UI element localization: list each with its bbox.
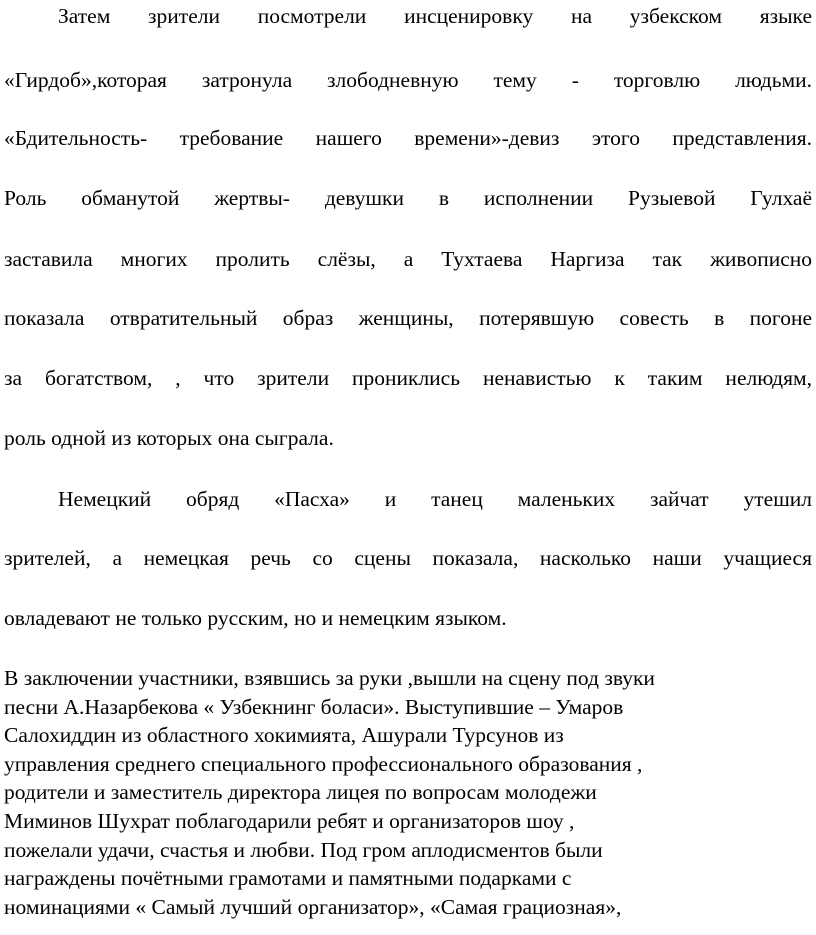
- text-line: родители и заместитель директора лицея по вопросам молодежи: [4, 780, 597, 805]
- text-line: «Гирдоб»,которая затронула злободневную тему - торговлю людьми.: [4, 68, 812, 92]
- text-line: «Бдительность- требование нашего времени»-девиз этого представления.: [4, 126, 812, 150]
- text-line: Миминов Шухрат поблагодарили ребят и организаторов шоу ,: [4, 808, 575, 833]
- text-line: пожелали удачи, счастья и любви. Под гром аплодисментов были: [4, 837, 603, 862]
- text-line: управления среднего специального профессионального образования ,: [4, 751, 643, 776]
- text-line: за богатством, , что зрители прониклись ненавистью к таким нелюдям,: [4, 366, 812, 390]
- text-line: В заключении участники, взявшись за руки ,вышли на сцену под звуки: [4, 666, 655, 690]
- text-line: показала отвратительный образ женщины, потерявшую совесть в погоне: [4, 306, 812, 330]
- text-line: Салохиддин из областного хокимията, Ашурали Турсунов из: [4, 723, 564, 748]
- text-line: песни А.Назарбекова « Узбекнинг боласи». Выступившие – Умаров: [4, 694, 624, 719]
- text-line: номинациями « Самый лучший организатор», «Самая грациозная»,: [4, 894, 622, 919]
- text-line: Немецкий обряд «Пасха» и танец маленьких зайчат утешил: [58, 487, 812, 511]
- text-line: Затем зрители посмотрели инсценировку на узбекском языке: [58, 4, 812, 28]
- text-line: заставила многих пролить слёзы, а Тухтаева Наргиза так живописно: [4, 247, 812, 271]
- text-line: овладевают не только русским, но и немецким языком.: [4, 606, 507, 630]
- text-line: зрителей, а немецкая речь со сцены показала, насколько наши учащиеся: [4, 546, 812, 570]
- text-line: роль одной из которых она сыграла.: [4, 426, 334, 450]
- text-line: награждены почётными грамотами и памятными подарками с: [4, 866, 572, 891]
- text-line: Роль обманутой жертвы- девушки в исполнении Рузыевой Гулхаё: [4, 186, 812, 210]
- paragraph-3: [4, 664, 812, 921]
